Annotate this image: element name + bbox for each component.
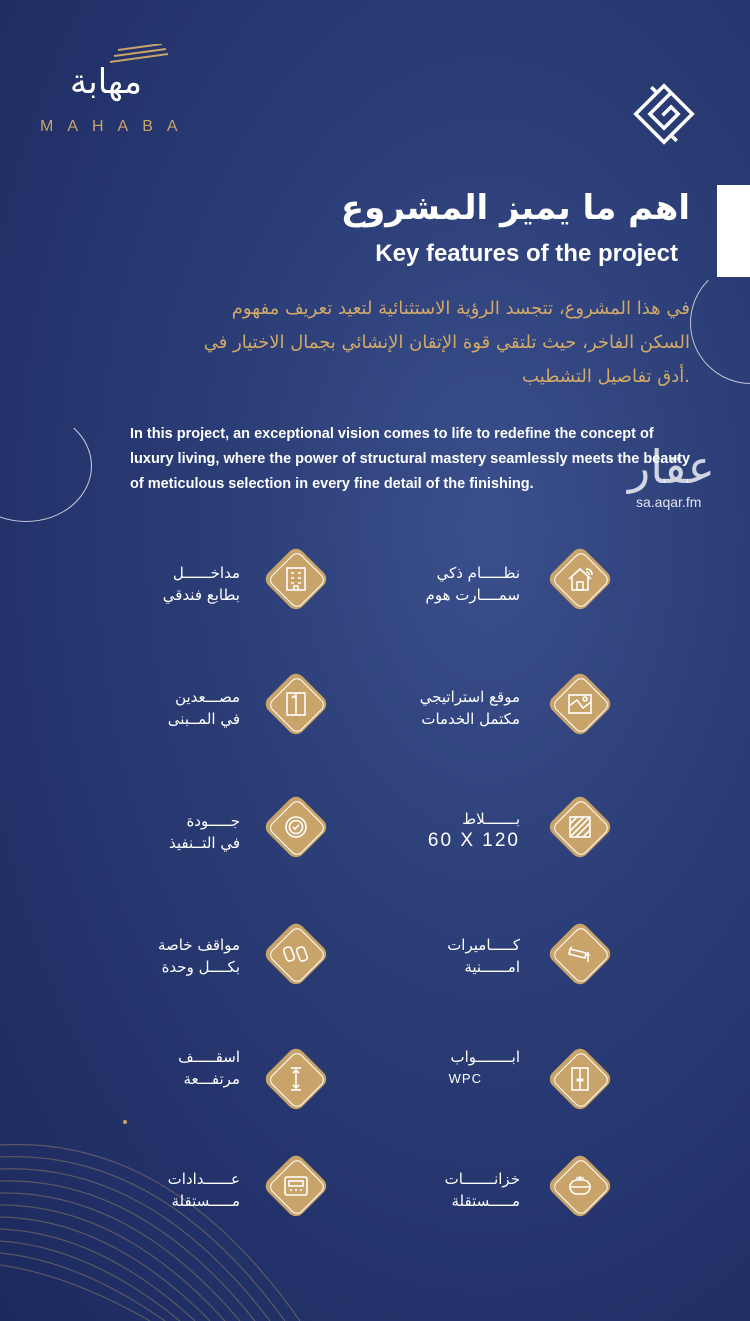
feature-location: موقع استراتيجي مكتمل الخدمات (419, 688, 520, 728)
brand-name-en: MAHABA (40, 118, 192, 135)
feature-meters: عــــــدادات مـــــستقلة (167, 1170, 240, 1210)
feature-cameras: كـــــاميرات امــــــنية (447, 936, 520, 976)
feature-elevators: مصـــعدين في المــبنى (167, 688, 240, 728)
page-title-ar: اهم ما يميز المشروع (340, 188, 690, 228)
parking-icon (262, 920, 330, 988)
elevator-icon (262, 670, 330, 738)
feature-tanks: خزانـــــــات مـــــستقلة (444, 1170, 520, 1210)
description-ar (90, 292, 690, 394)
water-tank-icon (546, 1152, 614, 1220)
description-en: In this project, an exceptional vision comes to life to redefine the concept of luxury living, where the power of structural mastery seamlessly meets the beauty of meticulous selection in every fine detail of the finishing. (130, 426, 691, 492)
feature-tiles: بـــــــلاط 60 X 120 (427, 810, 520, 851)
meter-icon (262, 1152, 330, 1220)
description-ar-line-3: .أدق تفاصيل التشطيب (522, 366, 690, 387)
page-title-en: Key features of the project (375, 240, 678, 267)
feature-ceilings: اسقـــــف مرتفـــعة (178, 1048, 240, 1088)
description-ar-line-2: السكن الفاخر، حيث تلتقي قوة الإتقان الإنشائي بجمال الاختيار في (203, 332, 690, 353)
feature-smart-home: نظـــــام ذكي سمــــارت هوم (425, 564, 520, 604)
security-camera-icon (546, 920, 614, 988)
decorative-arc-right (690, 262, 750, 384)
watermark-url: sa.aqar.fm (636, 494, 702, 510)
watermark-logo-ar: عقار (628, 440, 715, 494)
decorative-dot (123, 1120, 127, 1124)
smart-home-icon (546, 545, 614, 613)
ceiling-height-icon (262, 1045, 330, 1113)
description-ar-line-1: في هذا المشروع، تتجسد الرؤية الاستثنائية لتعيد تعريف مفهوم (231, 298, 690, 319)
mahaba-logo-icon (110, 44, 168, 64)
feature-parking: مواقف خاصة بكــــل وحدة (157, 936, 240, 976)
decorative-white-tab (717, 185, 750, 277)
decorative-arc-left (0, 410, 92, 522)
feature-quality: جـــــودة في التــنفيذ (168, 812, 240, 852)
brand-name-ar: مهابة (70, 62, 142, 102)
door-icon (546, 1045, 614, 1113)
building-icon (262, 545, 330, 613)
developer-logo-icon (628, 78, 700, 150)
map-icon (546, 670, 614, 738)
feature-doors: ابــــــــواب WPC (448, 1048, 520, 1086)
quality-badge-icon (262, 793, 330, 861)
tiles-icon (546, 793, 614, 861)
feature-hotel-entrances: مداخــــــل بطابع فندقي (162, 564, 240, 604)
